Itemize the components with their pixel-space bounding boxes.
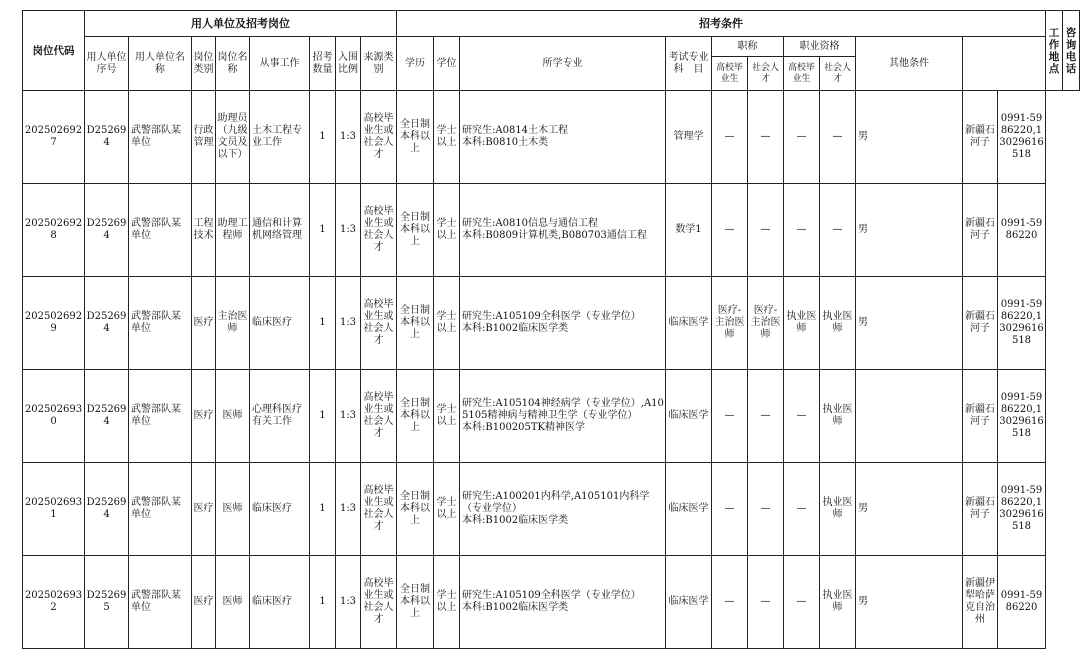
cell-title-grad: — <box>712 556 748 649</box>
cell-post-code: 2025026932 <box>23 556 85 649</box>
cell-interview-ratio: 1:3 <box>336 370 361 463</box>
cell-location: 新疆石河子 <box>963 277 998 370</box>
cell-employer-seq: D252694 <box>85 463 129 556</box>
cell-exam-subject: 临床医学 <box>666 463 712 556</box>
cell-major: 研究生:A0814土木工程 本科:B0810土木类 <box>460 91 666 184</box>
cell-location: 新疆石河子 <box>963 91 998 184</box>
cell-source: 高校毕业生或社会人才 <box>361 277 397 370</box>
cell-post-type: 工程技术 <box>192 184 216 277</box>
cell-exam-subject: 数学1 <box>666 184 712 277</box>
cell-qual-social: — <box>820 91 856 184</box>
cell-recruit-count: 1 <box>310 463 336 556</box>
cell-post-code: 2025026928 <box>23 184 85 277</box>
cell-qual-grad: — <box>784 184 820 277</box>
cell-education: 全日制本科以上 <box>397 556 434 649</box>
cell-post-name: 助理员（九级文员及以下） <box>216 91 250 184</box>
cell-employer-seq: D252694 <box>85 277 129 370</box>
header-post-name: 岗位名称 <box>216 37 250 91</box>
cell-education: 全日制本科以上 <box>397 370 434 463</box>
cell-location: 新疆石河子 <box>963 184 998 277</box>
cell-post-type: 医疗 <box>192 463 216 556</box>
header-title-group: 职称 <box>712 37 784 57</box>
cell-employer-seq: D252694 <box>85 91 129 184</box>
cell-qual-social: 执业医师 <box>820 277 856 370</box>
cell-major: 研究生:A105109全科医学（专业学位） 本科:B1002临床医学类 <box>460 277 666 370</box>
cell-education: 全日制本科以上 <box>397 91 434 184</box>
cell-post-code: 2025026931 <box>23 463 85 556</box>
header-qual-grad: 高校毕业生 <box>784 57 820 91</box>
header-major: 所学专业 <box>460 37 666 91</box>
cell-work-content: 通信和计算机网络管理 <box>250 184 310 277</box>
cell-exam-subject: 临床医学 <box>666 556 712 649</box>
cell-employer-name: 武警部队某单位 <box>129 370 192 463</box>
cell-recruit-count: 1 <box>310 370 336 463</box>
recruitment-table <box>22 10 1080 649</box>
cell-exam-subject: 管理学 <box>666 91 712 184</box>
header-interview-ratio: 入围比例 <box>336 37 361 91</box>
cell-post-name: 医师 <box>216 463 250 556</box>
cell-work-content: 临床医疗 <box>250 463 310 556</box>
header-location: 工作地点 <box>1046 11 1063 91</box>
cell-work-content: 土木工程专业工作 <box>250 91 310 184</box>
cell-title-social: — <box>748 370 784 463</box>
cell-recruit-count: 1 <box>310 556 336 649</box>
cell-post-name: 医师 <box>216 370 250 463</box>
cell-major: 研究生:A105109全科医学（专业学位） 本科:B1002临床医学类 <box>460 556 666 649</box>
header-title-social: 社会人才 <box>748 57 784 91</box>
cell-employer-seq: D252694 <box>85 370 129 463</box>
header-employer-group: 用人单位及招考岗位 <box>85 11 397 37</box>
cell-employer-name: 武警部队某单位 <box>129 91 192 184</box>
cell-exam-subject: 临床医学 <box>666 370 712 463</box>
cell-title-grad: — <box>712 91 748 184</box>
header-other: 其他条件 <box>856 37 963 91</box>
cell-work-content: 临床医疗 <box>250 556 310 649</box>
cell-title-social: 医疗-主治医师 <box>748 277 784 370</box>
cell-degree: 学士以上 <box>434 91 460 184</box>
cell-source: 高校毕业生或社会人才 <box>361 184 397 277</box>
header-phone: 咨询电话 <box>1063 11 1080 91</box>
table-row <box>23 277 1080 370</box>
header-conditions-group: 招考条件 <box>397 11 1046 37</box>
cell-education: 全日制本科以上 <box>397 184 434 277</box>
header-degree: 学位 <box>434 37 460 91</box>
cell-interview-ratio: 1:3 <box>336 184 361 277</box>
cell-qual-grad: — <box>784 91 820 184</box>
cell-qual-social: 执业医师 <box>820 463 856 556</box>
header-title-grad: 高校毕业生 <box>712 57 748 91</box>
table-row <box>23 370 1080 463</box>
cell-qual-social: 执业医师 <box>820 370 856 463</box>
header-qual-group: 职业资格 <box>784 37 856 57</box>
cell-source: 高校毕业生或社会人才 <box>361 463 397 556</box>
cell-employer-name: 武警部队某单位 <box>129 556 192 649</box>
cell-employer-seq: D252695 <box>85 556 129 649</box>
cell-employer-name: 武警部队某单位 <box>129 463 192 556</box>
header-source: 来源类别 <box>361 37 397 91</box>
cell-degree: 学士以上 <box>434 556 460 649</box>
cell-employer-seq: D252694 <box>85 184 129 277</box>
cell-degree: 学士以上 <box>434 277 460 370</box>
header-qual-social: 社会人才 <box>820 57 856 91</box>
header-education: 学历 <box>397 37 434 91</box>
cell-qual-social: 执业医师 <box>820 556 856 649</box>
cell-qual-social: — <box>820 184 856 277</box>
cell-other: 男 <box>856 277 963 370</box>
cell-other: 男 <box>856 556 963 649</box>
cell-phone: 0991-5986220 <box>998 556 1046 649</box>
cell-other <box>856 370 963 463</box>
cell-major: 研究生:A0810信息与通信工程 本科:B0809计算机类,B080703通信工程 <box>460 184 666 277</box>
cell-recruit-count: 1 <box>310 184 336 277</box>
cell-title-social: — <box>748 91 784 184</box>
cell-other: 男 <box>856 463 963 556</box>
cell-qual-grad: — <box>784 370 820 463</box>
header-exam-subject: 考试专业科 目 <box>666 37 712 91</box>
cell-phone: 0991-5986220 <box>998 184 1046 277</box>
cell-phone: 0991-5986220,13029616518 <box>998 91 1046 184</box>
cell-title-grad: — <box>712 370 748 463</box>
table-row <box>23 91 1080 184</box>
header-post-code: 岗位代码 <box>23 11 85 91</box>
cell-education: 全日制本科以上 <box>397 277 434 370</box>
cell-other: 男 <box>856 91 963 184</box>
cell-phone: 0991-5986220,13029616518 <box>998 277 1046 370</box>
table-row <box>23 556 1080 649</box>
table-row <box>23 463 1080 556</box>
cell-post-name: 医师 <box>216 556 250 649</box>
cell-qual-grad: — <box>784 463 820 556</box>
cell-interview-ratio: 1:3 <box>336 277 361 370</box>
cell-title-grad: 医疗-主治医师 <box>712 277 748 370</box>
cell-post-name: 主治医师 <box>216 277 250 370</box>
header-employer-seq: 用人单位序号 <box>85 37 129 91</box>
cell-post-type: 医疗 <box>192 556 216 649</box>
cell-major: 研究生:A105104神经病学（专业学位）,A105105精神病与精神卫生学（专业学位） 本科:B100205TK精神医学 <box>460 370 666 463</box>
cell-other: 男 <box>856 184 963 277</box>
header-post-type: 岗位类别 <box>192 37 216 91</box>
header-recruit-count: 招考数量 <box>310 37 336 91</box>
cell-post-code: 2025026927 <box>23 91 85 184</box>
cell-title-social: — <box>748 463 784 556</box>
cell-source: 高校毕业生或社会人才 <box>361 91 397 184</box>
cell-source: 高校毕业生或社会人才 <box>361 370 397 463</box>
cell-recruit-count: 1 <box>310 277 336 370</box>
cell-location: 新疆伊犁哈萨克自治州 <box>963 556 998 649</box>
cell-interview-ratio: 1:3 <box>336 91 361 184</box>
cell-education: 全日制本科以上 <box>397 463 434 556</box>
cell-post-name: 助理工程师 <box>216 184 250 277</box>
cell-location: 新疆石河子 <box>963 370 998 463</box>
cell-major: 研究生:A100201内科学,A105101内科学（专业学位） 本科:B1002临床医学类 <box>460 463 666 556</box>
cell-title-grad: — <box>712 184 748 277</box>
cell-degree: 学士以上 <box>434 184 460 277</box>
cell-title-social: — <box>748 184 784 277</box>
cell-qual-grad: 执业医师 <box>784 277 820 370</box>
cell-degree: 学士以上 <box>434 463 460 556</box>
cell-employer-name: 武警部队某单位 <box>129 184 192 277</box>
cell-work-content: 临床医疗 <box>250 277 310 370</box>
header-employer-name: 用人单位名 称 <box>129 37 192 91</box>
cell-work-content: 心理科医疗有关工作 <box>250 370 310 463</box>
cell-post-type: 行政管理 <box>192 91 216 184</box>
cell-interview-ratio: 1:3 <box>336 463 361 556</box>
cell-phone: 0991-5986220,13029616518 <box>998 370 1046 463</box>
cell-post-code: 2025026929 <box>23 277 85 370</box>
cell-qual-grad: — <box>784 556 820 649</box>
cell-employer-name: 武警部队某单位 <box>129 277 192 370</box>
cell-location: 新疆石河子 <box>963 463 998 556</box>
cell-degree: 学士以上 <box>434 370 460 463</box>
header-work-content: 从事工作 <box>250 37 310 91</box>
cell-interview-ratio: 1:3 <box>336 556 361 649</box>
cell-phone: 0991-5986220,13029616518 <box>998 463 1046 556</box>
cell-post-type: 医疗 <box>192 370 216 463</box>
cell-title-social: — <box>748 556 784 649</box>
table-row <box>23 184 1080 277</box>
cell-exam-subject: 临床医学 <box>666 277 712 370</box>
cell-post-type: 医疗 <box>192 277 216 370</box>
cell-title-grad: — <box>712 463 748 556</box>
cell-recruit-count: 1 <box>310 91 336 184</box>
cell-source: 高校毕业生或社会人才 <box>361 556 397 649</box>
cell-post-code: 2025026930 <box>23 370 85 463</box>
